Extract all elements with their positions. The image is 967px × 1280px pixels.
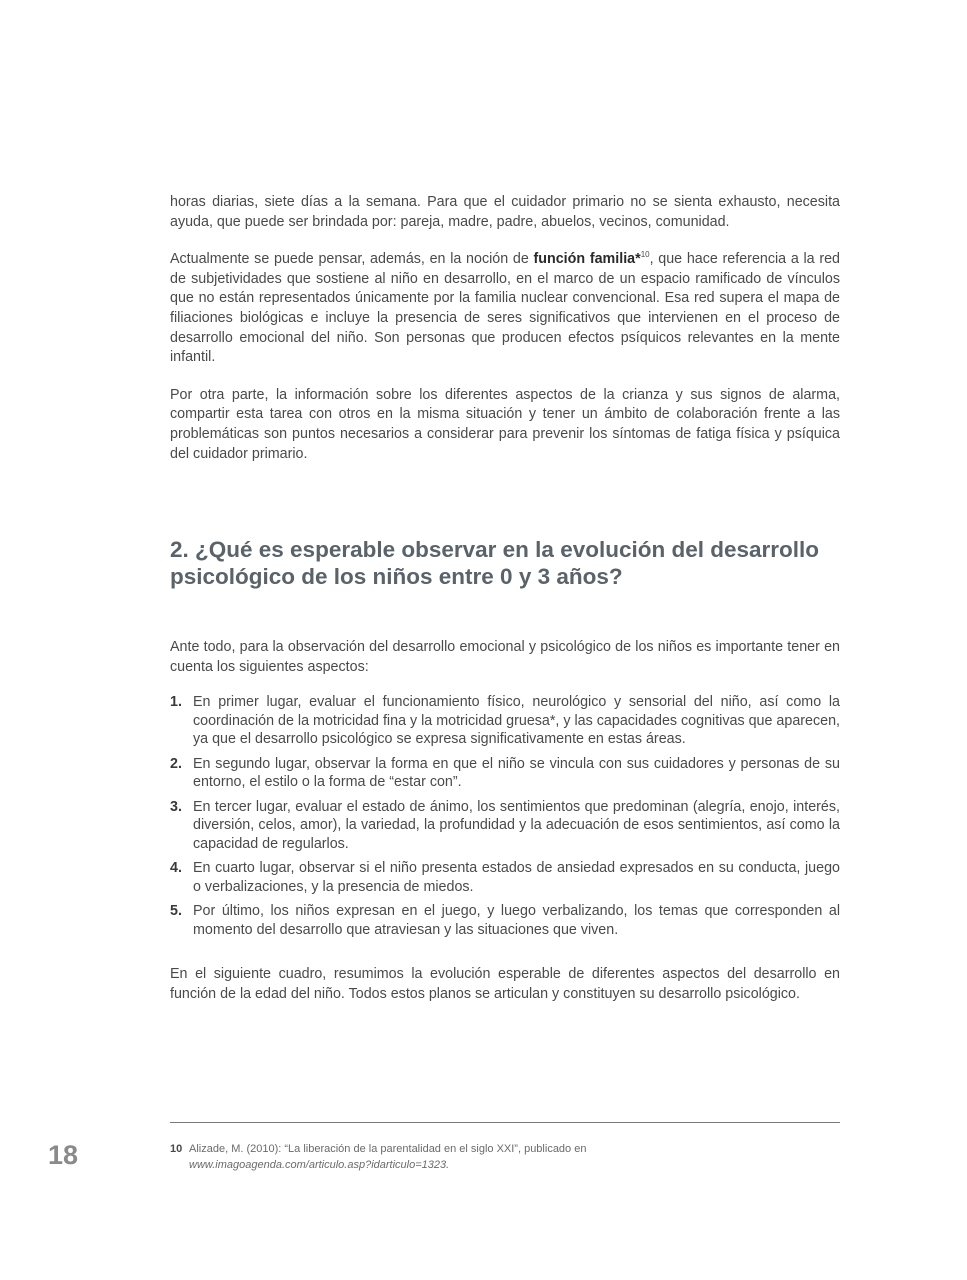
list-item [170, 902, 840, 939]
page-content [170, 193, 840, 1005]
list-item-text: Por último, los niños expresan en el juego, y luego verbalizando, los temas que corresponden al momento del desarrollo que atraviesan y las situaciones que viven. [193, 903, 840, 938]
list-item-text: En segundo lugar, observar la forma en que el niño se vincula con sus cuidadores y personas de su entorno, el estilo o la forma de “estar con”. [193, 755, 840, 791]
paragraph-text: , que hace referencia a la red de subjetividades que sostiene al niño en desarrollo, en el marco de un espacio ramificado de vínculos que no están representados únicamente por la familia nuclear convencional. Esa red supera el mapa de filiaciones biológicas e incluye la presencia de seres significativos que intervienen en el proceso de desarrollo emocional del niño. Son personas que producen efectos psíquicos relevantes en la mente infantil. [170, 251, 840, 366]
list-item-number: 5. [170, 903, 182, 920]
list-item [170, 859, 840, 896]
section-intro: Ante todo, para la observación del desarrollo emocional y psicológico de los niños es importante tener en cuenta los siguientes aspectos: [170, 639, 840, 675]
footnote-text: Alizade, M. (2010): “La liberación de la parentalidad en el siglo XXI”, publicado en [189, 1143, 587, 1155]
footnote-divider [170, 1122, 840, 1123]
footnote [170, 1141, 840, 1173]
list-item [170, 755, 840, 792]
page-number: 18 [48, 1140, 79, 1170]
list-item-text: En cuarto lugar, observar si el niño presenta estados de ansiedad expresados en su conducta, juego o verbalizaciones, y la presencia de miedos. [193, 860, 840, 895]
footnote-reference[interactable]: 10 [640, 250, 650, 260]
list-item-number: 2. [170, 755, 182, 772]
section-title: 2. ¿Qué es esperable observar en la evolución del desarrollo psicológico de los niños entre 0 y 3 años? [170, 537, 820, 590]
footnote-number: 10 [170, 1143, 183, 1155]
list-item-text: En primer lugar, evaluar el funcionamiento físico, neurológico y sensorial del niño, así como la coordinación de la motricidad fina y la motricidad gruesa*, y las capacidades cognitivas que aparecen, ya que el desarrollo psicológico se expresa significativamente en estas áreas. [193, 694, 840, 748]
list-item-number: 1. [170, 694, 182, 711]
list-item-text: En tercer lugar, evaluar el estado de ánimo, los sentimientos que predominan (alegría, enojo, interés, diversión, celos, amor), la variedad, la profundidad y la adecuación de esos sentimientos, así como la capacidad de regularlos. [193, 798, 840, 852]
paragraph-closing: En el siguiente cuadro, resumimos la evolución esperable de diferentes aspectos del desarrollo en función de la edad del niño. Todos estos planos se articulan y constituyen su desarrollo psicológico. [170, 966, 840, 1002]
list-item-number: 4. [170, 860, 182, 877]
list-item-number: 3. [170, 798, 182, 815]
list-item [170, 798, 840, 854]
aspects-list [170, 693, 840, 939]
paragraph-text: Actualmente se puede pensar, además, en la noción de [170, 251, 534, 268]
paragraph-cuidador: horas diarias, siete días a la semana. Para que el cuidador primario no se sienta exhausto, necesita ayuda, que puede ser brindada por: pareja, madre, padre, abuelos, vecinos, comunidad. [170, 194, 840, 230]
list-item [170, 693, 840, 749]
footnote-link[interactable]: www.imagoagenda.com/articulo.asp?idarticulo=1323. [189, 1159, 450, 1171]
paragraph-funcion-familia [170, 250, 840, 368]
paragraph-crianza: Por otra parte, la información sobre los diferentes aspectos de la crianza y sus signos de alarma, compartir esta tarea con otros en la misma situación y tener un ámbito de colaboración frente a las problemáticas son puntos necesarios a considerar para prevenir los síntomas de fatiga física y psíquica del cuidador primario. [170, 386, 840, 462]
term-funcion-familia: función familia* [533, 251, 641, 268]
